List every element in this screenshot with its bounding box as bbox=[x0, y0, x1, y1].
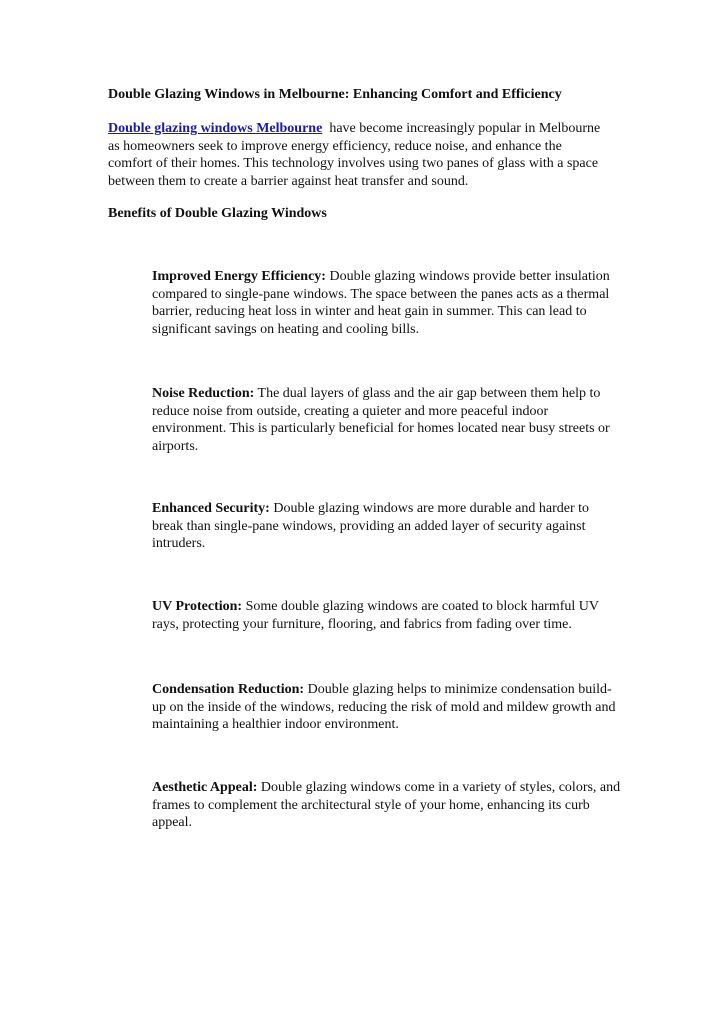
benefit-energy-efficiency bbox=[152, 268, 622, 338]
benefit-noise-reduction bbox=[152, 385, 622, 455]
intro-paragraph bbox=[108, 120, 608, 190]
benefit-text: The dual layers of glass and the air gap between them help to reduce noise from outside, creating a quieter and more peaceful indoor environment. This is particularly beneficial for homes located near busy streets or airports. bbox=[152, 386, 610, 454]
benefit-term: Aesthetic Appeal: bbox=[152, 780, 258, 795]
benefit-text: Double glazing windows come in a variety of styles, colors, and frames to complement the architectural style of your home, enhancing its curb appeal. bbox=[152, 780, 621, 830]
benefit-enhanced-security bbox=[152, 500, 622, 553]
benefit-term: UV Protection: bbox=[152, 599, 243, 614]
benefit-text: Double glazing windows provide better insulation compared to single-pane windows. The space between the panes acts as a thermal barrier, reducing heat loss in winter and heat gain in summer. This can lead to significant savings on heating and cooling bills. bbox=[152, 269, 610, 337]
benefit-aesthetic-appeal bbox=[152, 779, 622, 832]
benefit-text: Double glazing windows are more durable and harder to break than single-pane windows, providing an added layer of security against intruders. bbox=[152, 501, 590, 551]
section-heading: Benefits of Double Glazing Windows bbox=[108, 206, 327, 221]
melbourne-link[interactable]: Double glazing windows Melbourne bbox=[108, 121, 323, 136]
benefit-text: Some double glazing windows are coated to block harmful UV rays, protecting your furniture, flooring, and fabrics from fading over time. bbox=[152, 599, 599, 632]
document-title: Double Glazing Windows in Melbourne: Enhancing Comfort and Efficiency bbox=[108, 87, 562, 102]
benefit-term: Enhanced Security: bbox=[152, 501, 270, 516]
benefit-term: Condensation Reduction: bbox=[152, 682, 305, 697]
benefit-text: Double glazing helps to minimize condensation build-up on the inside of the windows, reducing the risk of mold and mildew growth and maintaining a healthier indoor environment. bbox=[152, 682, 616, 732]
benefit-term: Improved Energy Efficiency: bbox=[152, 269, 326, 284]
benefit-term: Noise Reduction: bbox=[152, 386, 255, 401]
benefit-condensation-reduction bbox=[152, 681, 622, 734]
benefit-uv-protection bbox=[152, 598, 622, 633]
intro-text: have become increasingly popular in Melbourne as homeowners seek to improve energy efficiency, reduce noise, and enhance the comfort of their homes. This technology involves using two panes of glass with a space between them to create a barrier against heat transfer and sound. bbox=[108, 121, 601, 189]
